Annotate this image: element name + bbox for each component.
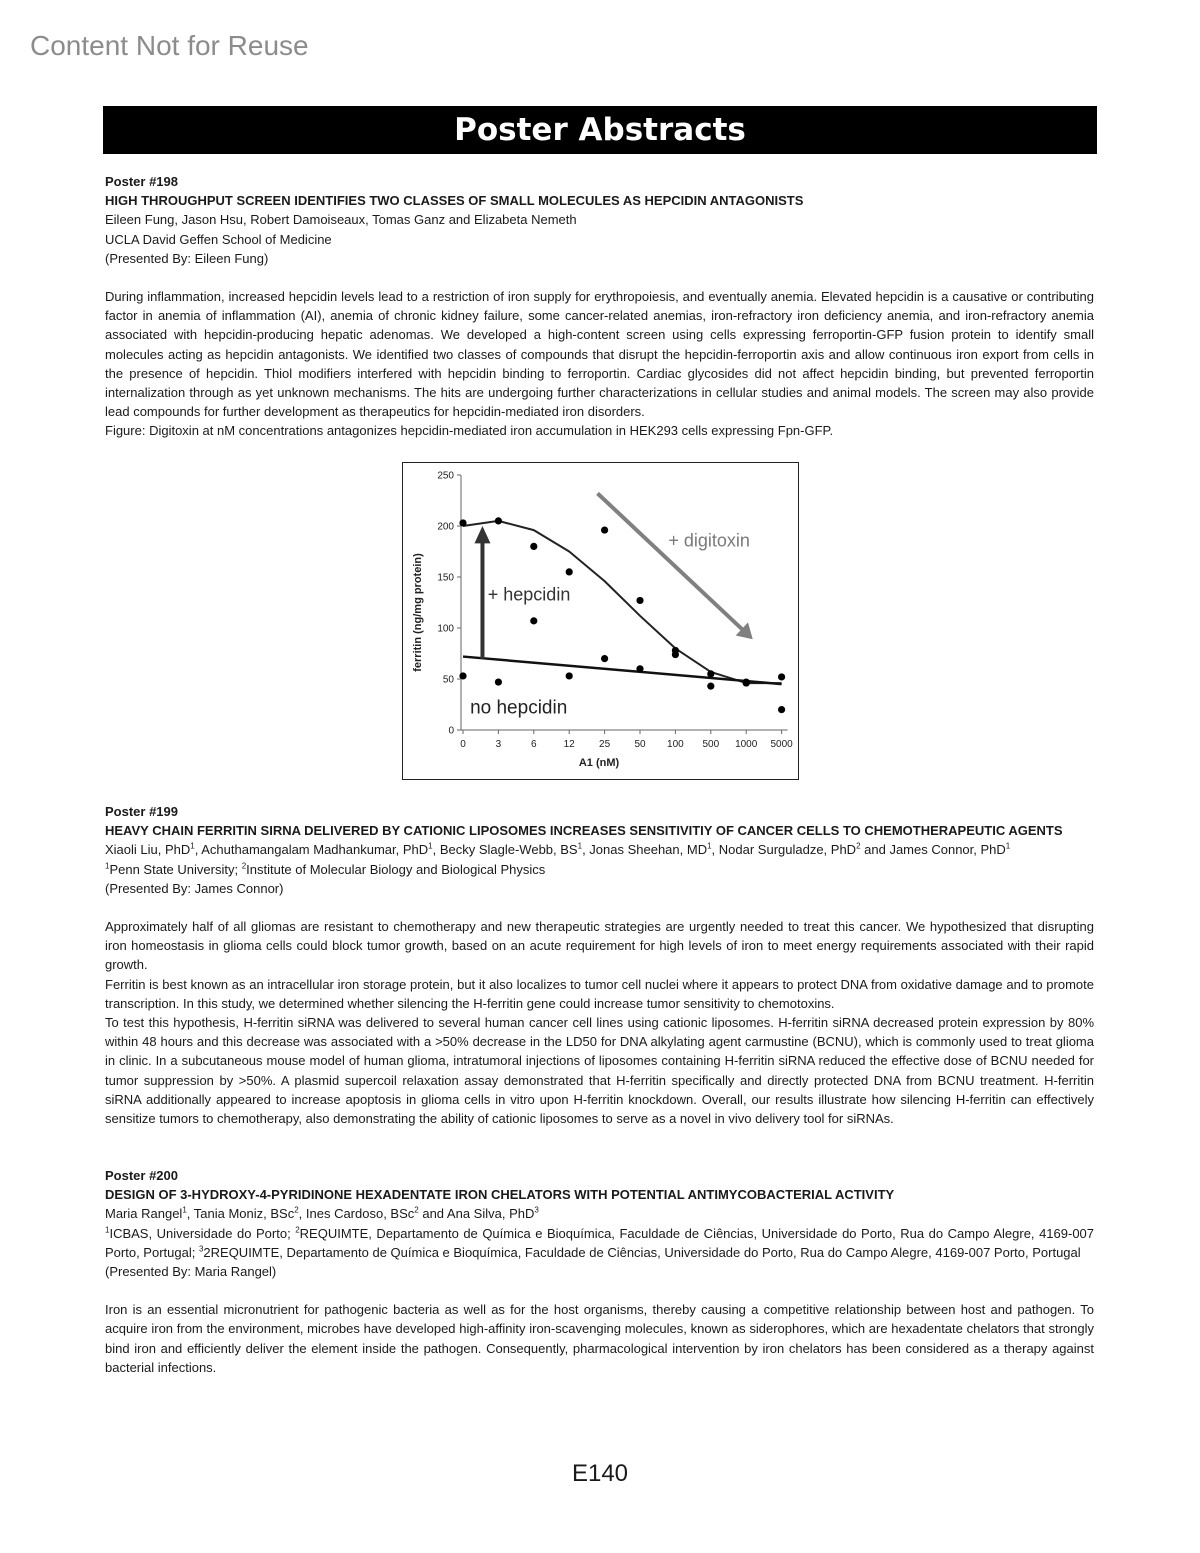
page-banner-title: Poster Abstracts — [103, 106, 1097, 154]
poster-affiliation: $^1$ICBAS, Universidade do Porto; $^2$REQUIMTE, Departamento de Química e Bioquímica, Faculdade de Ciências, Universidade do Porto, Rua do Campo Alegre, 4169-007 Porto, Portugal; $^3$2REQUIMTE, Departamento de Química e Bioquímica, Faculdade de Ciências, Universidade do Porto, Rua do Campo Alegre, 4169-007 Porto, Portugal — [105, 1225, 1095, 1260]
x-tick-label: 50 — [634, 739, 646, 750]
y-axis-label: ferritin (ng/mg protein) — [412, 553, 424, 672]
poster-authors: Maria Rangel$^1$, Tania Moniz, BSc$^2$, Ines Cardoso, BSc$^2$ and Ana Silva, PhD$^3$ — [105, 1206, 539, 1222]
poster-title: DESIGN OF 3-HYDROXY-4-PYRIDINONE HEXADENTATE IRON CHELATORS WITH POTENTIAL ANTIMYCOBACTERIAL ACTIVITY — [105, 1187, 895, 1203]
poster-number: Poster #198 — [105, 174, 178, 189]
hepcidin-data-point — [778, 673, 785, 680]
digitoxin-arrow-shaft — [598, 493, 747, 633]
no-hepcidin-data-point — [495, 678, 502, 685]
poster-title: HEAVY CHAIN FERRITIN SIRNA DELIVERED BY CATIONIC LIPOSOMES INCREASES SENSITIVITIY OF CANCER CELLS TO CHEMOTHERAPEUTIC AGENTS — [105, 823, 1063, 839]
hepcidin-data-point — [707, 670, 714, 677]
annotation-digitoxin: + digitoxin — [668, 530, 750, 551]
x-tick-label: 1000 — [735, 739, 758, 750]
hepcidin-data-point — [495, 517, 502, 524]
y-tick-label: 0 — [448, 725, 454, 737]
x-tick-label: 3 — [495, 739, 502, 750]
no-hepcidin-fit-line — [463, 657, 782, 685]
poster-authors: Eileen Fung, Jason Hsu, Robert Damoiseaux, Tomas Ganz and Elizabeta Nemeth — [105, 212, 577, 228]
poster-title: HIGH THROUGHPUT SCREEN IDENTIFIES TWO CLASSES OF SMALL MOLECULES AS HEPCIDIN ANTAGONISTS — [105, 193, 804, 209]
hepcidin-data-point — [566, 568, 573, 575]
no-hepcidin-data-point — [778, 706, 785, 713]
no-hepcidin-data-point — [743, 679, 750, 686]
watermark: Content Not for Reuse — [30, 30, 309, 61]
x-tick-label: 100 — [667, 739, 684, 750]
hepcidin-data-point — [459, 519, 466, 526]
poster-abstract-paragraph: To test this hypothesis, H-ferritin siRNA was delivered to several human cancer cell lines using cationic liposomes. H-ferritin siRNA decreased protein expression by 80% within 48 hours and this decrease was associated with a >50% decrease in the LD50 for DNA alkylating agent carmustine (BCNU), which is commonly used to treat glioma in clinic. In a subcutaneous mouse model of human glioma, intratumoral injections of liposomes containing H-ferritin siRNA reduced the effective dose of BCNU needed for tumor suppression by >50%. A plasmid supercoil relaxation assay demonstrated that H-ferritin specifically and directly protected DNA from BCNU treatment. H-ferritin siRNA additionally appeared to increase apoptosis in glioma cells in vitro upon H-ferritin knockdown. Overall, our results illustrate how silencing H-ferritin can effectively sensitize tumors to chemotherapy, also demonstrating the ability of cationic liposomes to serve as a novel in vivo delivery tool for siRNAs. — [105, 1015, 1094, 1127]
hepcidin-data-point — [601, 526, 608, 533]
poster-abstract-paragraph: Ferritin is best known as an intracellular iron storage protein, but it also localizes to tumor cell nuclei where it appears to protect DNA from oxidative damage and to promote transcription. In this study, we determined whether silencing the H-ferritin gene could increase tumor sensitivity to chemotoxins. — [105, 976, 1094, 1011]
annotation-no-hepcidin: no hepcidin — [470, 697, 568, 719]
x-axis-label: A1 (nM) — [578, 757, 620, 769]
poster-affiliation: $^1$Penn State University; $^2$Institute of Molecular Biology and Biological Physics — [105, 861, 546, 877]
y-tick-label: 150 — [437, 572, 454, 584]
y-tick-label: 200 — [437, 521, 454, 533]
x-tick-label: 0 — [460, 739, 466, 750]
poster-abstract: Iron is an essential micronutrient for pathogenic bacteria as well as for the host organisms, thereby causing a competitive relationship between host and pathogen. To acquire iron from the environment, microbes have developed high-affinity iron-scavenging molecules, known as siderophores, which are hexadentate chelators that strongly bind iron and efficiently deliver the element inside the pathogen. Consequently, pharmacological intervention by iron chelators has been considered as a therapy against bacterial infections. — [105, 1302, 1094, 1375]
poster-abstract-paragraph: Approximately half of all gliomas are resistant to chemotherapy and new therapeutic strategies are urgently needed to treat this cancer. We hypothesized that disrupting iron homeostasis in glioma cells could block tumor growth, based on an acute requirement for high levels of iron to meet energy requirements associated with their rapid growth. — [105, 919, 1094, 973]
x-tick-label: 12 — [563, 739, 575, 750]
poster-abstract: During inflammation, increased hepcidin levels lead to a restriction of iron supply for erythropoiesis, and eventually anemia. Elevated hepcidin is a causative or contributing factor in anemia of inflammation (AI), anemia of chronic kidney failure, some cancer-related anemias, iron-refractory iron deficiency anemia, and iron-refractory anemia associated with hepcidin-producing hepatic adenomas. We developed a high-content screen using cells expressing ferroportin-GFP fusion protein to identify small molecules acting as hepcidin antagonists. We identified two classes of compounds that disrupt the hepcidin-ferroportin axis and allow continuous iron export from cells in the presence of hepcidin. Thiol modifiers interfered with hepcidin binding to ferroportin. Cardiac glycosides did not affect hepcidin binding, but prevented ferroportin internalization through as yet unknown mechanisms. The hits are undergoing further characterizations in cellular studies and animal models. The screen may also provide lead compounds for further development as therapeutics for hepcidin-mediated iron disorders. — [105, 289, 1094, 420]
annotation-hepcidin: + hepcidin — [487, 584, 571, 605]
poster-200 — [105, 1166, 1094, 1377]
x-tick-label: 5000 — [770, 739, 793, 750]
y-tick-label: 250 — [437, 470, 454, 482]
chart-svg — [403, 463, 800, 781]
ferritin-chart — [402, 462, 799, 780]
no-hepcidin-data-point — [707, 683, 714, 690]
hepcidin-arrow-head — [474, 526, 490, 543]
y-tick-label: 50 — [442, 674, 454, 686]
poster-affiliation: UCLA David Geffen School of Medicine — [105, 231, 332, 247]
page-number: E140 — [571, 1460, 629, 1487]
poster-presenter: (Presented By: James Connor) — [105, 880, 284, 896]
poster-presenter: (Presented By: Eileen Fung) — [105, 250, 269, 266]
no-hepcidin-data-point — [530, 617, 537, 624]
hepcidin-data-point — [636, 597, 643, 604]
x-tick-label: 6 — [531, 739, 537, 750]
poster-presenter: (Presented By: Maria Rangel) — [105, 1264, 277, 1280]
y-tick-label: 100 — [437, 623, 454, 635]
poster-199 — [105, 802, 1094, 1128]
no-hepcidin-data-point — [672, 651, 679, 658]
no-hepcidin-data-point — [636, 665, 643, 672]
x-tick-label: 25 — [599, 739, 611, 750]
no-hepcidin-data-point — [459, 672, 466, 679]
poster-198 — [105, 172, 1094, 441]
hepcidin-data-point — [530, 543, 537, 550]
poster-authors: Xiaoli Liu, PhD$^1$, Achuthamangalam Madhankumar, PhD$^1$, Becky Slagle-Webb, $BS^1$, Jonas Sheehan, $MD^1$, Nodar Surguladze, PhD$^2$ and James Connor, PhD$^1$ — [105, 842, 1011, 858]
figure-caption: Figure: Digitoxin at nM concentrations antagonizes hepcidin-mediated iron accumulation in HEK293 cells expressing Fpn-GFP. — [105, 423, 834, 439]
no-hepcidin-data-point — [601, 655, 608, 662]
no-hepcidin-data-point — [566, 672, 573, 679]
poster-number: Poster #200 — [105, 1168, 178, 1183]
x-tick-label: 500 — [702, 739, 720, 750]
poster-number: Poster #199 — [105, 804, 178, 819]
